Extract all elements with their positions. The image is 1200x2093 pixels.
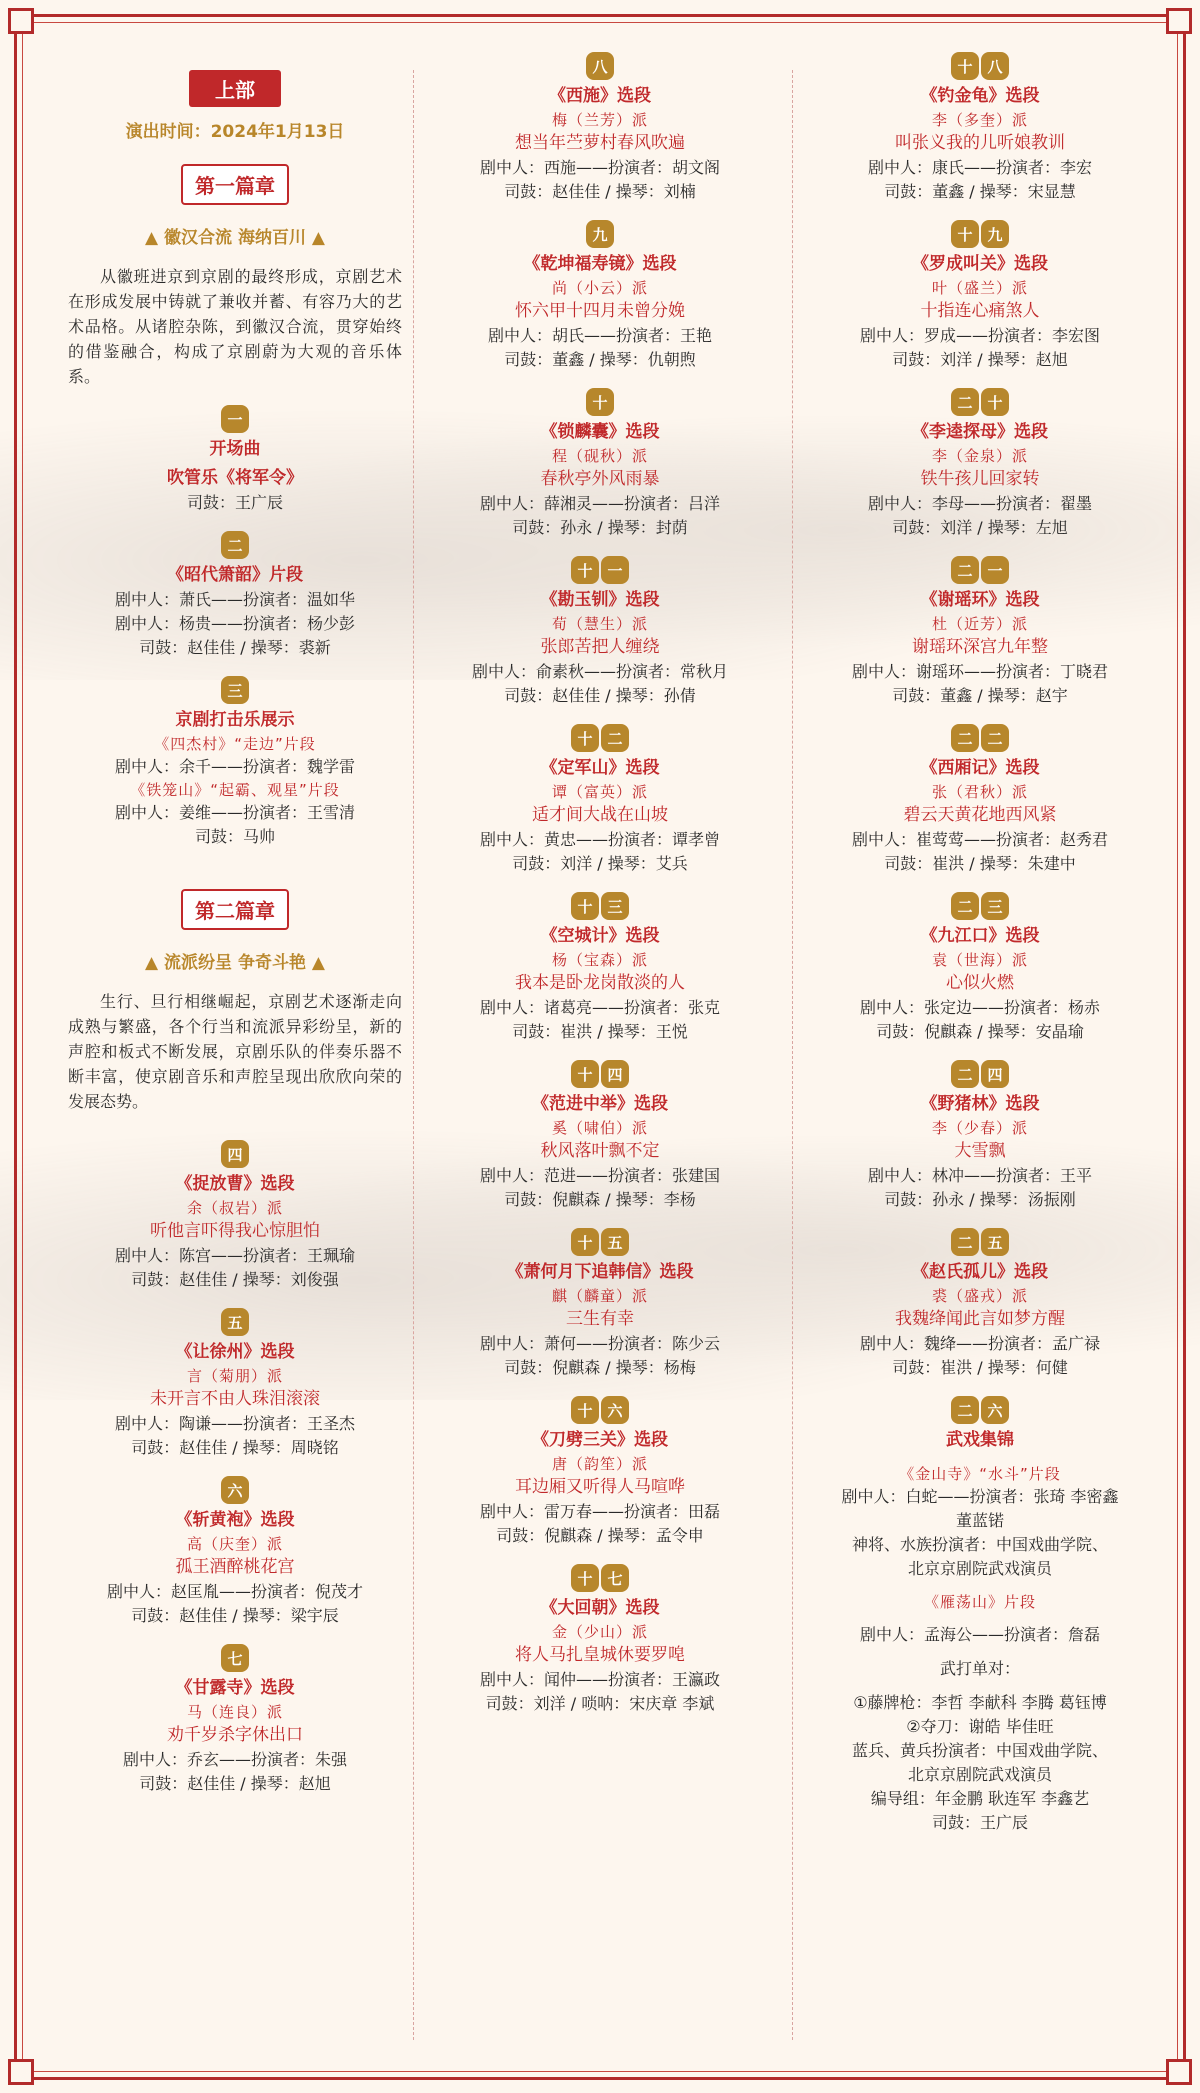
- credit-line: 剧中人：康氏——扮演者：李宏: [867, 158, 1092, 177]
- program-item: [800, 1380, 1160, 1835]
- aria-line: 将人马扎皇城休要罗唣: [515, 1645, 685, 1665]
- item-number-badge: [221, 1308, 249, 1336]
- credit-line: 司鼓：倪麒森 / 操琴：杨梅: [504, 1358, 696, 1377]
- program-item: [420, 1212, 780, 1380]
- program-item: [420, 36, 780, 204]
- school-name: 唐（韵笙）派: [551, 1455, 648, 1473]
- credit-line: 司鼓：赵佳佳 / 操琴：裘新: [139, 638, 331, 657]
- credit-line: 蓝兵、黄兵扮演者：中国戏曲学院、: [851, 1741, 1108, 1760]
- credit-line: 司鼓：董鑫 / 操琴：赵宇: [892, 686, 1068, 705]
- credit-line: ②夺刀：谢皓 毕佳旺: [906, 1717, 1054, 1736]
- aria-line: 听他言吓得我心惊胆怕: [150, 1221, 320, 1241]
- credit-line: 剧中人：张定边——扮演者：杨赤: [859, 998, 1100, 1017]
- number-glyph: 四: [981, 1060, 1009, 1088]
- credit-line: 剧中人：胡氏——扮演者：王艳: [487, 326, 712, 345]
- item-number-badge: [221, 1140, 249, 1168]
- credit-line: 剧中人：陶谦——扮演者：王圣杰: [114, 1414, 355, 1433]
- piece-title: 《乾坤福寿镜》选段: [523, 254, 677, 274]
- program-item: [420, 540, 780, 708]
- number-glyph: 八: [586, 52, 614, 80]
- number-glyph: 七: [221, 1644, 249, 1672]
- program-item: [420, 1044, 780, 1212]
- credit-line: 神将、水族扮演者：中国戏曲学院、: [851, 1535, 1108, 1554]
- credit-line: 司鼓：赵佳佳 / 操琴：刘楠: [504, 182, 696, 201]
- piece-title: 《范进中举》选段: [532, 1094, 668, 1114]
- school-name: 李（多奎）派: [931, 111, 1028, 129]
- item-number-badge: [571, 1564, 629, 1592]
- number-glyph: 二: [951, 556, 979, 584]
- number-glyph: 六: [221, 1476, 249, 1504]
- program-list: [800, 36, 1160, 1835]
- item-number-badge: [221, 531, 249, 559]
- piece-title: 《赵氏孤儿》选段: [912, 1262, 1048, 1282]
- number-glyph: 二: [601, 724, 629, 752]
- school-name: 叶（盛兰）派: [931, 279, 1028, 297]
- program-item: [420, 204, 780, 372]
- piece-title: 《昭代箫韶》片段: [167, 565, 303, 585]
- school-name: 言（菊朋）派: [186, 1367, 283, 1385]
- school-name: 金（少山）派: [551, 1623, 648, 1641]
- piece-title: 《让徐州》选段: [175, 1342, 295, 1362]
- aria-line: 叫张义我的儿听娘教训: [895, 133, 1065, 153]
- credit-line: 司鼓：马帅: [194, 827, 275, 846]
- number-glyph: 十: [981, 388, 1009, 416]
- credit-line: 司鼓：刘洋 / 操琴：艾兵: [512, 854, 688, 873]
- program-item: [800, 204, 1160, 372]
- performance-date: 演出时间：2024年1月13日: [125, 122, 345, 142]
- item-number-badge: [951, 1396, 1009, 1424]
- number-glyph: 七: [601, 1564, 629, 1592]
- credit-line: 剧中人：萧何——扮演者：陈少云: [479, 1334, 720, 1353]
- credit-line: 剧中人：余千——扮演者：魏学雷: [114, 757, 355, 776]
- credit-line: 剧中人：谢瑶环——扮演者：丁晓君: [851, 662, 1108, 681]
- program-item: [800, 36, 1160, 204]
- piece-title: 《空城计》选段: [540, 926, 660, 946]
- school-name: 杨（宝森）派: [551, 951, 648, 969]
- aria-line: 三生有幸: [566, 1309, 634, 1329]
- aria-line: 怀六甲十四月未曾分娩: [515, 301, 685, 321]
- school-name: 张（君秋）派: [931, 783, 1028, 801]
- credit-line: 剧中人：薛湘灵——扮演者：吕洋: [479, 494, 720, 513]
- school-name: 荀（慧生）派: [551, 615, 648, 633]
- piece-title: 京剧打击乐展示: [175, 710, 295, 730]
- item-number-badge: [586, 220, 614, 248]
- number-glyph: 二: [951, 1396, 979, 1424]
- chapter-title: 第二篇章: [181, 889, 289, 930]
- item-number-badge: [951, 52, 1009, 80]
- program-item: [60, 660, 410, 849]
- credit-line: 司鼓：董鑫 / 操琴：宋显慧: [884, 182, 1076, 201]
- piece-title: 《刀劈三关》选段: [532, 1430, 668, 1450]
- piece-title: 《勘玉钏》选段: [540, 590, 660, 610]
- number-glyph: 四: [221, 1140, 249, 1168]
- item-number-badge: [221, 1644, 249, 1672]
- program-item: [800, 372, 1160, 540]
- chapter-theme: ▲ 流派纷呈 争奇斗艳 ▲: [145, 953, 325, 973]
- item-number-badge: [586, 388, 614, 416]
- credit-line: 司鼓：赵佳佳 / 操琴：孙倩: [504, 686, 696, 705]
- piece-title: 《西厢记》选段: [920, 758, 1040, 778]
- item-number-badge: [571, 892, 629, 920]
- credit-line: 剧中人：西施——扮演者：胡文阁: [479, 158, 720, 177]
- school-name: 梅（兰芳）派: [551, 111, 648, 129]
- credit-line: 编导组：年金鹏 耿连军 李鑫艺: [870, 1789, 1090, 1808]
- number-glyph: 二: [951, 388, 979, 416]
- aria-line: 耳边厢又听得人马喧哗: [515, 1477, 685, 1497]
- school-name: 袁（世海）派: [931, 951, 1028, 969]
- credit-line: 剧中人：李母——扮演者：翟墨: [867, 494, 1092, 513]
- credit-line: 北京京剧院武戏演员: [907, 1559, 1052, 1578]
- school-name: 马（连良）派: [186, 1703, 283, 1721]
- credit-line: 剧中人：雷万春——扮演者：田磊: [479, 1502, 720, 1521]
- column-divider: [413, 70, 414, 2040]
- credit-line: 剧中人：诸葛亮——扮演者：张克: [479, 998, 720, 1017]
- credit-line: 司鼓：董鑫 / 操琴：仇朝煦: [504, 350, 696, 369]
- piece-title: 《李逵探母》选段: [912, 422, 1048, 442]
- item-number-badge: [951, 724, 1009, 752]
- aria-line: 春秋亭外风雨暴: [540, 469, 660, 489]
- number-glyph: 四: [601, 1060, 629, 1088]
- aria-line: 心似火燃: [946, 973, 1014, 993]
- number-glyph: 二: [951, 1060, 979, 1088]
- school-name: 高（庆奎）派: [186, 1535, 283, 1553]
- aria-line: 未开言不由人珠泪滚滚: [150, 1389, 320, 1409]
- number-glyph: 十: [571, 556, 599, 584]
- credit-line: 剧中人：姜维——扮演者：王雪清: [114, 803, 355, 822]
- spacer: [800, 1647, 1160, 1657]
- school-name: 麒（麟童）派: [551, 1287, 648, 1305]
- aria-line: 碧云天黄花地西风紧: [903, 805, 1057, 825]
- credit-line: 剧中人：黄忠——扮演者：谭孝曾: [479, 830, 720, 849]
- corner-ornament: [8, 8, 34, 34]
- credit-line: 司鼓：孙永 / 操琴：汤振刚: [884, 1190, 1076, 1209]
- credit-line: 司鼓：孙永 / 操琴：封荫: [512, 518, 688, 537]
- number-glyph: 十: [571, 892, 599, 920]
- program-item: [800, 1044, 1160, 1212]
- aria-line: 劝千岁杀字休出口: [167, 1725, 303, 1745]
- program-column-2: [420, 50, 780, 1716]
- school-name: 李（少春）派: [931, 1119, 1028, 1137]
- program-item: [800, 876, 1160, 1044]
- program-item: [60, 1292, 410, 1460]
- item-number-badge: [221, 405, 249, 433]
- credit-line: 剧中人：林冲——扮演者：王平: [867, 1166, 1092, 1185]
- school-name: 尚（小云）派: [551, 279, 648, 297]
- piece-title: 《罗成叫关》选段: [912, 254, 1048, 274]
- piece-title: 《萧何月下追韩信》选段: [506, 1262, 694, 1282]
- number-glyph: 十: [571, 1228, 599, 1256]
- school-name: 程（砚秋）派: [551, 447, 648, 465]
- number-glyph: 二: [951, 724, 979, 752]
- school-name: 《金山寺》“水斗”片段: [899, 1465, 1061, 1483]
- aria-line: 秋风落叶飘不定: [540, 1141, 660, 1161]
- program-item: [420, 372, 780, 540]
- item-number-badge: [951, 1060, 1009, 1088]
- number-glyph: 二: [951, 892, 979, 920]
- credit-line: 剧中人：崔莺莺——扮演者：赵秀君: [851, 830, 1108, 849]
- item-number-badge: [951, 388, 1009, 416]
- piece-title: 《野猪林》选段: [920, 1094, 1040, 1114]
- credit-line: 剧中人：白蛇——扮演者：张琦 李密鑫: [841, 1487, 1119, 1506]
- school-name: 余（叔岩）派: [186, 1199, 283, 1217]
- number-glyph: 五: [221, 1308, 249, 1336]
- piece-title: 《大回朝》选段: [540, 1598, 660, 1618]
- aria-line: 十指连心痛煞人: [920, 301, 1040, 321]
- credit-line: 剧中人：赵匡胤——扮演者：倪茂才: [106, 1582, 363, 1601]
- aria-line: 适才间大战在山坡: [532, 805, 668, 825]
- corner-ornament: [1166, 8, 1192, 34]
- credit-line: 剧中人：范进——扮演者：张建国: [479, 1166, 720, 1185]
- aria-line: 张郎苦把人缠绕: [540, 637, 660, 657]
- school-name: 裘（盛戎）派: [931, 1287, 1028, 1305]
- number-glyph: 六: [981, 1396, 1009, 1424]
- number-glyph: 二: [221, 531, 249, 559]
- spacer: [800, 1581, 1160, 1591]
- aria-line: 我本是卧龙岗散淡的人: [515, 973, 685, 993]
- program-item: [60, 1124, 410, 1292]
- aria-line: 我魏绛闻此言如梦方醒: [895, 1309, 1065, 1329]
- credit-line: 司鼓：刘洋 / 唢呐：宋庆章 李斌: [485, 1694, 715, 1713]
- column-divider: [792, 70, 793, 2040]
- section-badge: 上部: [189, 70, 281, 107]
- credit-line: 剧中人：杨贵——扮演者：杨少彭: [114, 614, 355, 633]
- number-glyph: 六: [601, 1396, 629, 1424]
- credit-line: 司鼓：倪麒森 / 操琴：安晶瑜: [876, 1022, 1084, 1041]
- number-glyph: 九: [586, 220, 614, 248]
- piece-title: 《甘露寺》选段: [175, 1678, 295, 1698]
- item-number-badge: [586, 52, 614, 80]
- credit-line: 司鼓：赵佳佳 / 操琴：刘俊强: [131, 1270, 339, 1289]
- piece-title: 《定军山》选段: [540, 758, 660, 778]
- program-column-3: [800, 50, 1160, 1835]
- item-number-badge: [951, 892, 1009, 920]
- credit-line: 司鼓：刘洋 / 操琴：赵旭: [892, 350, 1068, 369]
- number-glyph: 一: [221, 405, 249, 433]
- credit-line: 司鼓：王广辰: [186, 493, 283, 512]
- credit-line: 剧中人：乔玄——扮演者：朱强: [122, 1750, 347, 1769]
- credit-line: 北京京剧院武戏演员: [907, 1765, 1052, 1784]
- credit-line: 武打单对：: [939, 1659, 1020, 1678]
- piece-title: 《斩黄袍》选段: [175, 1510, 295, 1530]
- spacer: [800, 1613, 1160, 1623]
- program-item: [60, 515, 410, 660]
- number-glyph: 三: [981, 892, 1009, 920]
- program-list: [420, 36, 780, 1716]
- credit-line: ①藤牌枪：李哲 李献科 李腾 葛钰博: [853, 1693, 1107, 1712]
- number-glyph: 十: [586, 388, 614, 416]
- program-item: [800, 1212, 1160, 1380]
- number-glyph: 十: [571, 1564, 599, 1592]
- number-glyph: 五: [601, 1228, 629, 1256]
- aria-line: 孤王酒醉桃花宫: [175, 1557, 295, 1577]
- credit-line: 剧中人：魏绛——扮演者：孟广禄: [859, 1334, 1100, 1353]
- number-glyph: 十: [951, 52, 979, 80]
- number-glyph: 十: [571, 1060, 599, 1088]
- program-item: [420, 708, 780, 876]
- item-number-badge: [951, 556, 1009, 584]
- corner-ornament: [8, 2059, 34, 2085]
- credit-line: 剧中人：陈宫——扮演者：王珮瑜: [114, 1246, 355, 1265]
- item-number-badge: [221, 1476, 249, 1504]
- school-name: 谭（富英）派: [551, 783, 648, 801]
- item-number-badge: [571, 556, 629, 584]
- chapter-intro: 从徽班进京到京剧的最终形成，京剧艺术在形成发展中铸就了兼收并蓄、有容乃大的艺术品格。从诸腔杂陈，到徽汉合流，贯穿始终的借鉴融合，构成了京剧蔚为大观的音乐体系。: [68, 267, 402, 386]
- number-glyph: 一: [981, 556, 1009, 584]
- spacer: [800, 1453, 1160, 1463]
- piece-title: 《钓金龟》选段: [920, 86, 1040, 106]
- aria-line: 大雪飘: [954, 1141, 1006, 1161]
- credit-line: 司鼓：赵佳佳 / 操琴：周晓铭: [131, 1438, 339, 1457]
- number-glyph: 一: [601, 556, 629, 584]
- school-name: 《四杰村》“走边”片段: [154, 735, 316, 753]
- piece-title: 《锁麟囊》选段: [540, 422, 660, 442]
- piece-title: 武戏集锦: [946, 1430, 1014, 1450]
- item-number-badge: [571, 1228, 629, 1256]
- piece-title: 《九江口》选段: [920, 926, 1040, 946]
- school-name: 《铁笼山》“起霸、观星”片段: [130, 781, 340, 799]
- number-glyph: 十: [951, 220, 979, 248]
- number-glyph: 二: [981, 724, 1009, 752]
- credit-line: 剧中人：俞素秋——扮演者：常秋月: [471, 662, 728, 681]
- credit-line: 司鼓：倪麒森 / 操琴：李杨: [504, 1190, 696, 1209]
- credit-line: 剧中人：萧氏——扮演者：温如华: [114, 590, 355, 609]
- credit-line: 司鼓：王广辰: [931, 1813, 1028, 1832]
- credit-line: 司鼓：赵佳佳 / 操琴：赵旭: [139, 1774, 331, 1793]
- credit-line: 司鼓：崔洪 / 操琴：王悦: [512, 1022, 688, 1041]
- number-glyph: 九: [981, 220, 1009, 248]
- credit-line: 司鼓：倪麒森 / 操琴：孟令申: [496, 1526, 704, 1545]
- program-item: [60, 1460, 410, 1628]
- number-glyph: 三: [601, 892, 629, 920]
- program-item: [800, 540, 1160, 708]
- number-glyph: 八: [981, 52, 1009, 80]
- program-item: [800, 708, 1160, 876]
- piece-title: 《谢瑶环》选段: [920, 590, 1040, 610]
- aria-line: 想当年苎萝村春风吹遍: [515, 133, 685, 153]
- chapter-intro: 生行、旦行相继崛起，京剧艺术逐渐走向成熟与繁盛，各个行当和流派异彩纷呈，新的声腔和板式不断发展，京剧乐队的伴奏乐器不断丰富，使京剧音乐和声腔呈现出欣欣向荣的发展态势。: [68, 992, 402, 1111]
- aria-line: 铁牛孩儿回家转: [920, 469, 1040, 489]
- credit-line: 剧中人：孟海公——扮演者：詹磊: [859, 1625, 1100, 1644]
- number-glyph: 十: [571, 724, 599, 752]
- piece-title: 吹管乐《将军令》: [167, 468, 303, 488]
- number-glyph: 五: [981, 1228, 1009, 1256]
- credit-line: 剧中人：罗成——扮演者：李宏图: [859, 326, 1100, 345]
- program-item: [60, 389, 410, 515]
- chapter-theme: ▲ 徽汉合流 海纳百川 ▲: [145, 228, 325, 248]
- program-list: [60, 1124, 410, 1796]
- credit-line: 司鼓：刘洋 / 操琴：左旭: [892, 518, 1068, 537]
- number-glyph: 三: [221, 676, 249, 704]
- school-name: 杜（近芳）派: [931, 615, 1028, 633]
- item-number-badge: [571, 724, 629, 752]
- credit-line: 司鼓：崔洪 / 操琴：何健: [892, 1358, 1068, 1377]
- aria-line: 谢瑶环深宫九年整: [912, 637, 1048, 657]
- credit-line: 董蓝锘: [955, 1511, 1004, 1530]
- item-number-badge: [951, 1228, 1009, 1256]
- credit-line: 司鼓：赵佳佳 / 操琴：梁宇辰: [131, 1606, 339, 1625]
- school-name: 《雁荡山》片段: [923, 1593, 1036, 1611]
- program-list: [60, 389, 410, 849]
- program-column-1: [60, 50, 410, 1796]
- item-number-badge: [571, 1396, 629, 1424]
- chapter-title: 第一篇章: [181, 164, 289, 205]
- number-glyph: 二: [951, 1228, 979, 1256]
- program-item: [420, 1380, 780, 1548]
- program-item: [420, 1548, 780, 1716]
- credit-line: 剧中人：闻仲——扮演者：王瀛政: [479, 1670, 720, 1689]
- school-name: 李（金泉）派: [931, 447, 1028, 465]
- credit-line: 司鼓：崔洪 / 操琴：朱建中: [884, 854, 1076, 873]
- piece-title: 《捉放曹》选段: [175, 1174, 295, 1194]
- item-number-badge: [951, 220, 1009, 248]
- piece-title: 开场曲: [209, 439, 261, 459]
- school-name: 奚（啸伯）派: [551, 1119, 648, 1137]
- item-number-badge: [221, 676, 249, 704]
- number-glyph: 十: [571, 1396, 599, 1424]
- corner-ornament: [1166, 2059, 1192, 2085]
- program-item: [420, 876, 780, 1044]
- piece-title: 《西施》选段: [549, 86, 651, 106]
- spacer: [800, 1681, 1160, 1691]
- item-number-badge: [571, 1060, 629, 1088]
- program-item: [60, 1628, 410, 1796]
